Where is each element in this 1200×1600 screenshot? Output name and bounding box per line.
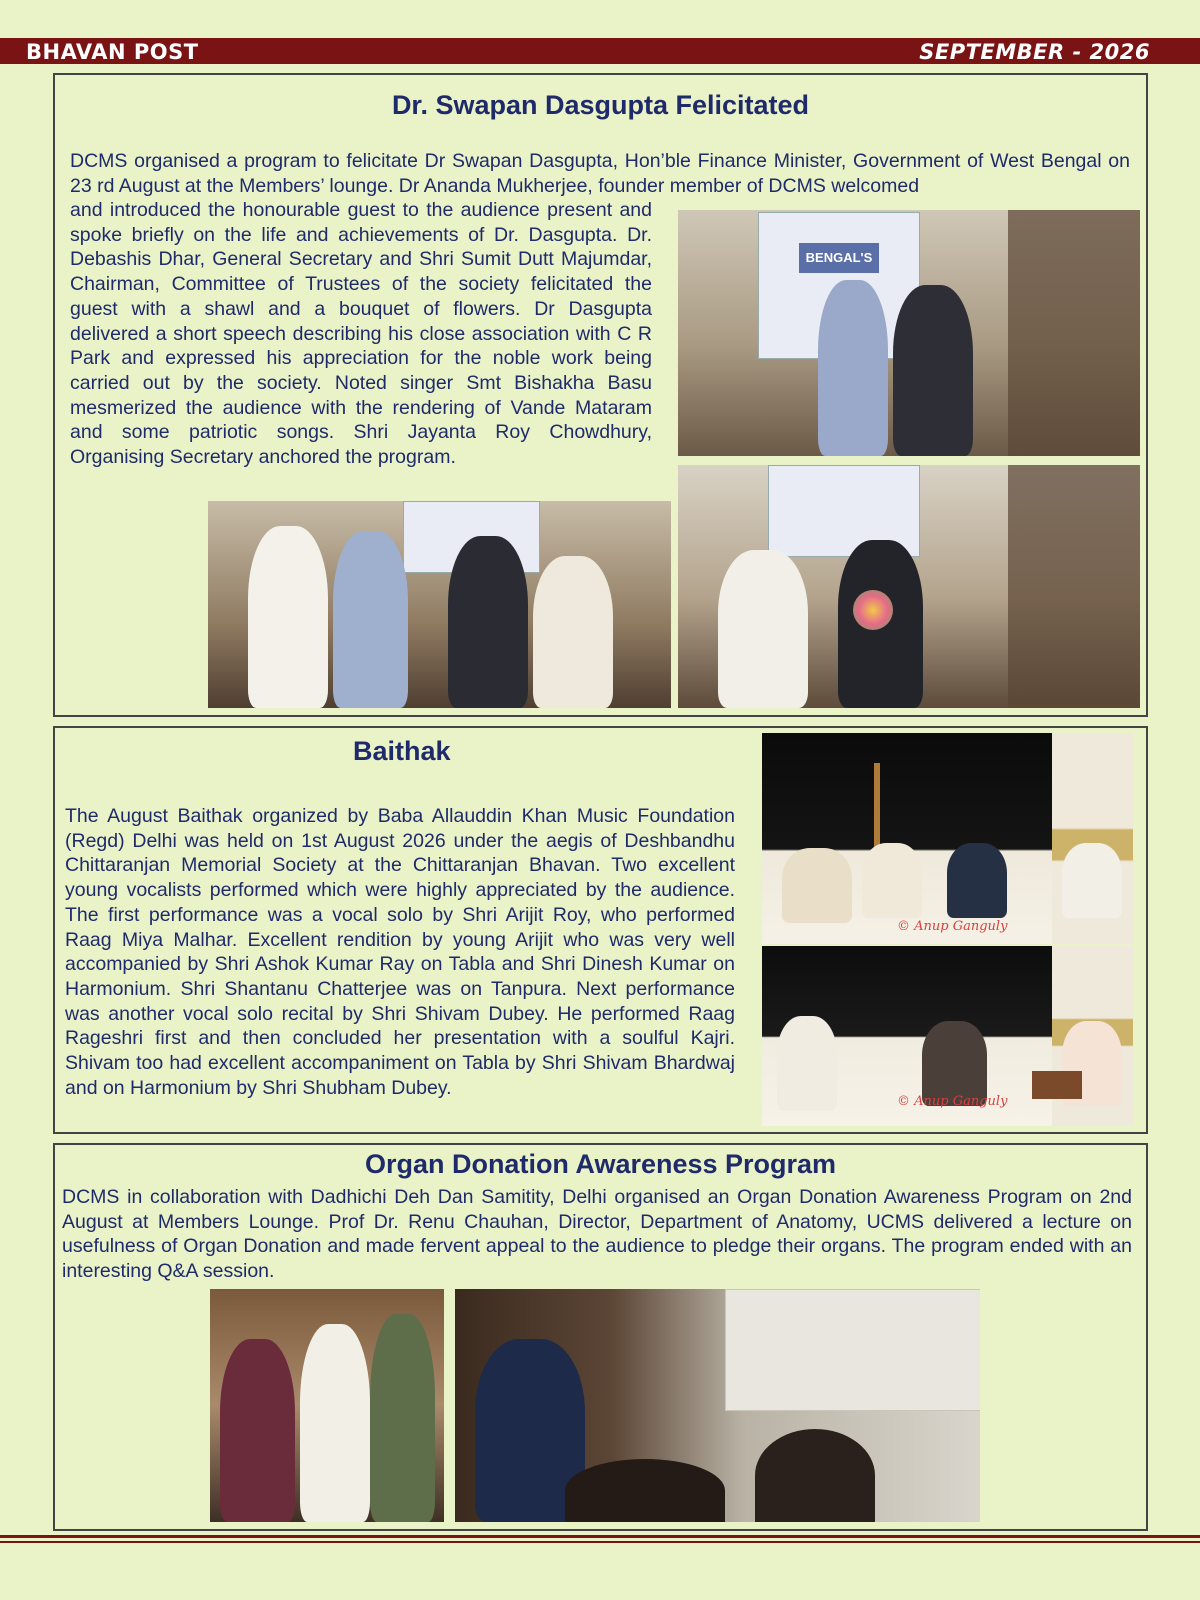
- person-figure: [893, 285, 973, 456]
- photo-baithak-first-performance: [762, 733, 1133, 944]
- person-figure: [448, 536, 528, 708]
- photo-watermark: © Anup Ganguly: [897, 1094, 1008, 1109]
- article-title-baithak: Baithak: [353, 736, 451, 766]
- photo-organ-donation-speaker-group: [210, 1289, 444, 1522]
- person-figure: [370, 1314, 435, 1522]
- performer-figure: [862, 843, 922, 918]
- person-figure: [818, 280, 888, 456]
- performer-figure: [777, 1016, 837, 1111]
- performer-figure: [1062, 843, 1122, 918]
- harmonium: [1032, 1071, 1082, 1099]
- article-felicitation: [53, 73, 1148, 717]
- person-figure: [300, 1324, 370, 1522]
- person-figure: [220, 1339, 295, 1522]
- audience-head: [565, 1459, 725, 1522]
- article-text-organ-donation: DCMS in collaboration with Dadhichi Deh Dan Samitity, Delhi organised an Organ Donation Awareness Program on 2nd August at Members Lounge. Prof Dr. Renu Chauhan, Director, Department of Anatomy, UCMS delivered a lecture on usefulness of Organ Donation and made fervent appeal to the audience to pledge their organs. The program ended with an interesting Q&A session.: [62, 1186, 1132, 1283]
- screen-banner: BENGAL'S: [799, 243, 879, 273]
- photo-felicitation-bouquet: [678, 465, 1140, 708]
- curtain: [1008, 465, 1140, 708]
- photo-watermark: © Anup Ganguly: [897, 919, 1008, 934]
- person-figure: [333, 531, 408, 708]
- performer-figure: [947, 843, 1007, 918]
- bouquet: [853, 590, 893, 630]
- article-text-body: and introduced the honourable guest to the audience present and spoke briefly on the life and achievements of Dr. Dasgupta. Dr. Debashis Dhar, General Secretary and Shri Sumit Dutt Majumdar, Chairman, Committee of Trustees of the society felicitated the guest with a shawl and a bouquet of flowers. Dr Dasgupta delivered a short speech describing his close association with C R Park and expressed his appreciation for the noble work being carried out by the society. Noted singer Smt Bishakha Basu mesmerized the audience with the rendering of Vande Mataram and some patriotic songs. Shri Jayanta Roy Chowdhury, Organising Secretary anchored the program.: [70, 199, 652, 469]
- article-title-felicitation: Dr. Swapan Dasgupta Felicitated: [391, 90, 810, 120]
- photo-felicitation-greeting: [678, 210, 1140, 456]
- article-text-baithak: The August Baithak organized by Baba Allauddin Khan Music Foundation (Regd) Delhi was held on 1st August 2026 under the aegis of Deshbandhu Chittaranjan Memorial Society at the Chittaranjan Bhavan. Two excellent young vocalists performed which were highly appreciated by the audience. The first performance was a vocal solo by Shri Arijit Roy, who performed Raag Miya Malhar. Excellent rendition by young Arijit who was very well accompanied by Shri Ashok Kumar Ray on Tabla and Shri Dinesh Kumar on Harmonium. Shri Shantanu Chatterjee was on Tanpura. Next performance was another vocal solo recital by Shri Shivam Dubey. He performed Raag Rageshri first and then concluded her presentation with a soulful Kajri. Shivam too had excellent accompaniment on Tabla by Shri Shivam Bhardwaj and on Harmonium by Shri Shubham Dubey.: [65, 805, 735, 1099]
- photo-organ-donation-lecture: [455, 1289, 980, 1522]
- photo-divider: [676, 459, 1142, 462]
- projection-screen: [725, 1289, 980, 1411]
- article-organ-donation: [53, 1143, 1148, 1531]
- performer-figure: [782, 848, 852, 923]
- audience-head: [755, 1429, 875, 1522]
- person-figure: [248, 526, 328, 708]
- article-text-intro: DCMS organised a program to felicitate Dr Swapan Dasgupta, Hon’ble Finance Minister, Government of West Bengal on 23 rd August at the Members’ lounge. Dr Ananda Mukherjee, founder member of DCMS welcomed: [70, 150, 1130, 197]
- article-baithak: [53, 726, 1148, 1134]
- article-title-organ-donation: Organ Donation Awareness Program: [364, 1149, 837, 1179]
- footer-rule: [0, 1535, 1200, 1538]
- issue-date: SEPTEMBER - 2026: [919, 40, 1150, 64]
- footer-rule: [0, 1541, 1200, 1543]
- person-figure: [533, 556, 613, 708]
- person-figure: [718, 550, 808, 708]
- photo-baithak-second-performance: [762, 946, 1133, 1126]
- publication-name: BHAVAN POST: [26, 40, 199, 64]
- curtain: [1008, 210, 1140, 456]
- photo-felicitation-group: [208, 501, 671, 708]
- header-bar: [0, 38, 1200, 64]
